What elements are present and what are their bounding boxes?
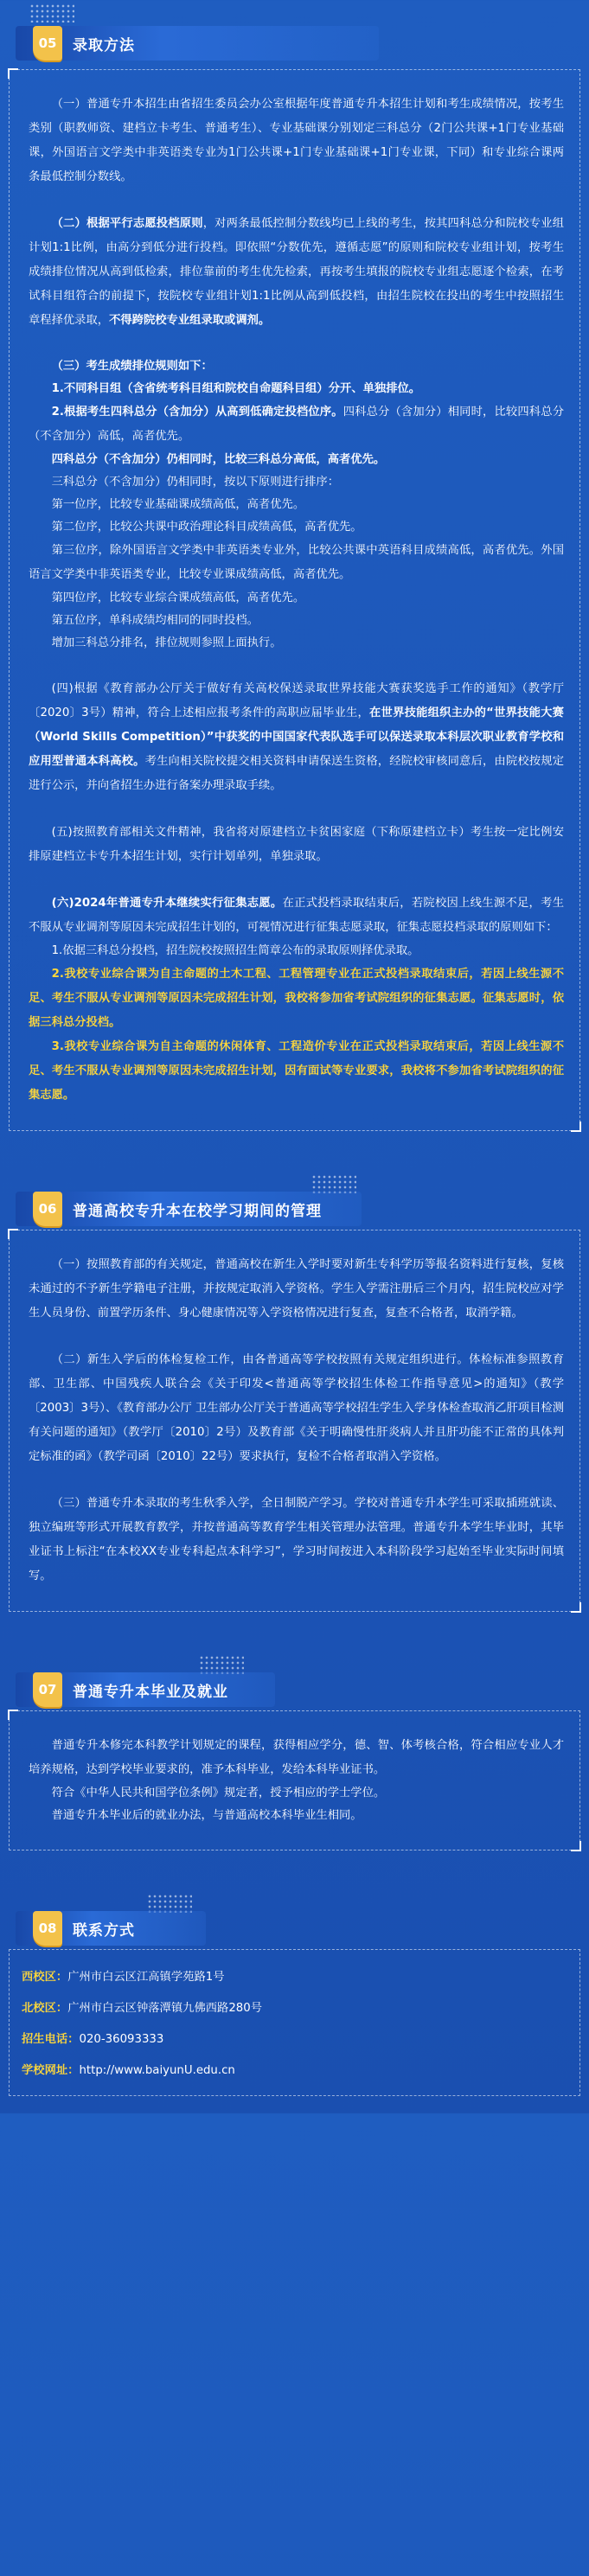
contact-label: 西校区： bbox=[22, 1971, 68, 1984]
paragraph: 第四位序，比较专业综合课成绩高低，高者优先。 bbox=[51, 591, 305, 604]
section-title-bar bbox=[16, 1911, 206, 1946]
paragraph: 2.根据考生四科总分（含加分）从高到低确定投档位序。四科总分（含加分）相同时，比较四科总分（不含加分）高低，高者优先。 bbox=[29, 406, 564, 443]
section-title: 普通专升本毕业及就业 bbox=[73, 1683, 228, 1701]
section-number-badge: 06 bbox=[33, 1192, 62, 1226]
decor-dots bbox=[147, 1894, 192, 1913]
bold-tail: 不得跨院校专业组录取或调剂。 bbox=[109, 314, 271, 327]
paragraph: （一）普通专升本招生由省招生委员会办公室根据年度普通专升本招生计划和考生成绩情况，按考生类别（职教师资、建档立卡考生、普通考生）、专业基础课分别划定三科总分（2门公共课+1门专业基础课，外国语言文学类中非英语类专业为1门公共课+1门专业基础课+1门专业课，下同）和专业综合课两条最低控制分数线。 bbox=[29, 98, 564, 183]
section-07-body bbox=[9, 1710, 580, 1851]
paragraph: (五)按照教育部相关文件精神，我省将对原建档立卡贫困家庭（下称原建档立卡）考生按一定比例安排原建档立卡专升本招生计划，实行计划单列，单独录取。 bbox=[29, 826, 564, 863]
section-number-badge: 07 bbox=[33, 1672, 62, 1707]
decor-dots bbox=[29, 3, 74, 22]
paragraph: （一）按照教育部的有关规定，普通高校在新生入学时要对新生专科学历等报名资料进行复核，复核未通过的不予新生学籍电子注册，并按规定取消入学资格。学生入学需注册后三个月内，招生院校应对学生人员身份、前置学历条件、身心健康情况等入学资格情况进行复查，复查不合格者，取消学籍。 bbox=[29, 1258, 564, 1320]
section-08-header bbox=[0, 1885, 589, 1949]
paragraph: 第二位序，比较公共课中政治理论科目成绩高低，高者优先。 bbox=[51, 521, 362, 534]
contact-info bbox=[9, 1949, 580, 2096]
bold-lead: （二）根据平行志愿投档原则 bbox=[51, 217, 203, 230]
contact-label: 北校区： bbox=[22, 2002, 68, 2015]
section-title-bar bbox=[16, 1192, 362, 1226]
paragraph: 1.不同科目组（含省统考科目组和院校自命题科目组）分开、单独排位。 bbox=[51, 382, 421, 395]
highlight-paragraph: 3.我校专业综合课为自主命题的休闲体育、工程造价专业在正式投档录取结束后，若因上线生源不足、考生不服从专业调剂等原因未完成招生计划，因有面试等专业要求，我校将不参加省考试院组织的征集志愿。 bbox=[29, 1040, 564, 1102]
paragraph bbox=[29, 212, 564, 333]
section-number-badge: 08 bbox=[33, 1911, 62, 1946]
section-05-header bbox=[0, 0, 589, 64]
section-title: 普通高校专升本在校学习期间的管理 bbox=[73, 1202, 322, 1220]
contact-label: 学校网址： bbox=[22, 2064, 80, 2077]
paragraph: 1.依据三科总分投档，招生院校按照招生简章公布的录取原则择优录取。 bbox=[51, 944, 419, 957]
section-07-header bbox=[0, 1646, 589, 1710]
paragraph: （三）考生成绩排位规则如下： bbox=[51, 360, 213, 373]
section-title: 联系方式 bbox=[73, 1921, 135, 1940]
contact-row-website bbox=[22, 2055, 567, 2087]
paragraph: (四)根据《教育部办公厅关于做好有关高校保送录取世界技能大赛获奖选手工作的通知》（教学厅〔2020〕3号）精神，符合上述相应报考条件的高职应届毕业生，在世界技能组织主办的“世界技能大赛（World Skills Competition）”中获奖的中国国家代表队选手可以保送录取本科层次职业教育学校和应用型普通本科高校。考生向相关院校提交相关资料申请保送生资格，经院校审核同意后，由院校按规定进行公示，并向省招生办进行备案办理录取手续。 bbox=[29, 682, 565, 792]
paragraph: (六)2024年普通专升本继续实行征集志愿。在正式投档录取结束后，若院校因上线生源不足，考生不服从专业调剂等原因未完成招生计划的，可视情况进行征集志愿录取，征集志愿投档录取的原则如下： bbox=[29, 897, 564, 934]
decor-dots bbox=[311, 1174, 356, 1193]
paragraph: 第三位序，除外国语言文学类中非英语类专业外，比较公共课中英语科目成绩高低，高者优先。外国语言文学类中非英语类专业，比较专业课成绩高低，高者优先。 bbox=[29, 544, 564, 581]
paragraph: 第一位序，比较专业基础课成绩高低，高者优先。 bbox=[51, 498, 305, 511]
section-06-body bbox=[9, 1230, 580, 1612]
highlight-paragraph: 2.我校专业综合课为自主命题的土木工程、工程管理专业在正式投档录取结束后，若因上线生源不足、考生不服从专业调剂等原因未完成招生计划，我校将参加省考试院组织的征集志愿。征集志愿时，依据三科总分投档。 bbox=[29, 968, 564, 1029]
paragraph: 普通专升本修完本科教学计划规定的课程，获得相应学分，德、智、体考核合格，符合相应专业人才培养规格，达到学校毕业要求的，准予本科毕业，发给本科毕业证书。 bbox=[29, 1739, 564, 1776]
section-title-bar bbox=[16, 1672, 275, 1707]
contact-row-phone bbox=[22, 2024, 567, 2055]
contact-value: 广州市白云区江高镇学苑路1号 bbox=[67, 1971, 225, 1984]
section-06-header bbox=[0, 1166, 589, 1230]
phone-number[interactable]: 020-36093333 bbox=[79, 2033, 164, 2046]
decor-dots bbox=[199, 1655, 244, 1674]
paragraph: （三）普通专升本录取的考生秋季入学，全日制脱产学习。学校对普通专升本学生可采取插班就读、独立编班等形式开展教育教学，并按普通高等教育学生相关管理办法管理。普通专升本学生毕业时，其毕业证书上标注“在本校XX专业专科起点本科学习”，学习时间按进入本科阶段学习起始至毕业实际时间填写。 bbox=[29, 1497, 564, 1582]
paragraph: 符合《中华人民共和国学位条例》规定者，授予相应的学士学位。 bbox=[51, 1787, 386, 1799]
paragraph: 普通专升本毕业后的就业办法，与普通高校本科毕业生相同。 bbox=[51, 1809, 362, 1822]
contact-row-west-campus bbox=[22, 1962, 567, 1993]
section-number-badge: 05 bbox=[33, 26, 62, 61]
paragraph: （二）新生入学后的体检复检工作，由各普通高等学校按照有关规定组织进行。体检标准参照教育部、卫生部、中国残疾人联合会《关于印发<普通高等学校招生体检工作指导意见>的通知》（教学〔2003〕3号）、《教育部办公厅 卫生部办公厅关于普通高等学校招生学生入学身体检查取消乙肝项目检测有关问题的通知》（教学厅〔2010〕2号）及教育部《关于明确慢性肝炎病人并且肝功能不正常的具体判定标准的函》（教学司函〔2010〕22号）要求执行，复检不合格者取消入学资格。 bbox=[29, 1353, 564, 1463]
section-title: 录取方法 bbox=[73, 36, 135, 54]
contact-value: 广州市白云区钟落潭镇九佛西路280号 bbox=[67, 2002, 263, 2015]
paragraph: 三科总分（不含加分）仍相同时，按以下原则进行排序： bbox=[51, 476, 340, 489]
paragraph: 第五位序，单科成绩均相同的同时投档。 bbox=[51, 614, 259, 627]
contact-label: 招生电话： bbox=[22, 2033, 80, 2046]
section-05-body bbox=[9, 69, 580, 1131]
website-link[interactable]: http://www.baiyunU.edu.cn bbox=[79, 2064, 235, 2077]
paragraph-text: ，对两条最低控制分数线均已上线的考生，按其四科总分和院校专业组计划1:1比例，由高分到低分进行投档。即依照“分数优先，遵循志愿”的原则和院校专业组计划，按考生成绩排位情况从高到低检索，排位靠前的考生优先检索，再按考生填报的院校专业组志愿逐个检索，在考试科目组符合的前提下，按院校专业组计划1:1比例从高到低投档，由招生院校在投出的考生中按照招生章程择优录取， bbox=[29, 217, 565, 327]
paragraph: 四科总分（不含加分）仍相同时，比较三科总分高低，高者优先。 bbox=[51, 453, 386, 466]
section-title-bar bbox=[16, 26, 379, 61]
contact-row-north-campus bbox=[22, 1993, 567, 2024]
paragraph: 增加三科总分排名，排位规则参照上面执行。 bbox=[51, 636, 282, 649]
